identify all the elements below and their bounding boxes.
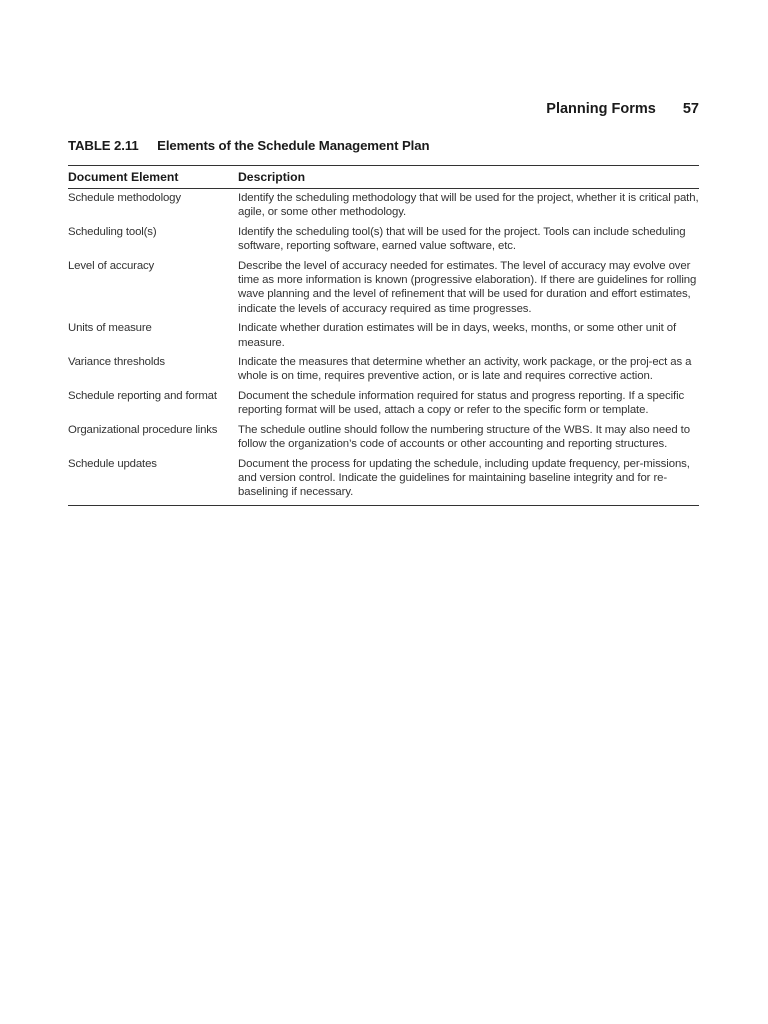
schedule-plan-table <box>68 165 699 506</box>
table-row <box>68 389 699 418</box>
cell-document-element: Schedule methodology <box>68 192 181 204</box>
table-header-row <box>68 166 699 189</box>
table-row <box>68 259 699 317</box>
cell-description: The schedule outline should follow the numbering structure of the WBS. It may also need to follow the organization’s code of accounts or other accounting and reporting structures. <box>238 423 690 451</box>
cell-description: Identify the scheduling tool(s) that will be used for the project. Tools can include scheduling software, reporting software, earned value software, etc. <box>238 225 686 253</box>
cell-description: Document the schedule information required for status and progress reporting. If a specific reporting format will be used, attach a copy or refer to the specific form or template. <box>238 389 685 417</box>
column-header-element: Document Element <box>68 170 179 184</box>
running-head <box>546 101 699 117</box>
table-row <box>68 355 699 384</box>
table-body <box>68 189 699 505</box>
table-row <box>68 457 699 500</box>
table-title: Elements of the Schedule Management Plan <box>157 138 430 153</box>
cell-document-element: Variance thresholds <box>68 356 165 369</box>
table-row <box>68 191 699 220</box>
table-caption <box>68 138 429 153</box>
cell-description: Indicate whether duration estimates will be in days, weeks, months, or some other unit of measure. <box>238 322 677 349</box>
cell-document-element: Level of accuracy <box>68 259 155 272</box>
table-row <box>68 321 699 350</box>
table-row <box>68 225 699 254</box>
cell-description: Document the process for updating the schedule, including update frequency, per-missions, and version control. Indicate the guidelines for maintaining baseline integrity and for re-baselining if necessary. <box>238 457 690 499</box>
cell-document-element: Organizational procedure links <box>68 423 218 436</box>
table-number: TABLE 2.11 <box>68 138 139 153</box>
cell-document-element: Schedule reporting and format <box>68 389 217 402</box>
cell-description: Identify the scheduling methodology that will be used for the project, whether it is critical path, agile, or some other methodology. <box>238 192 699 219</box>
section-title: Planning Forms <box>546 101 656 117</box>
cell-description: Indicate the measures that determine whether an activity, work package, or the proj-ect as a whole is on time, requires preventive action, or is late and requires corrective action. <box>238 356 692 383</box>
page-number: 57 <box>682 101 699 117</box>
cell-document-element: Units of measure <box>68 322 152 335</box>
cell-document-element: Schedule updates <box>68 457 157 470</box>
cell-description: Describe the level of accuracy needed for estimates. The level of accuracy may evolve over time as more information is known (progressive elaboration). If there are guidelines for rolling wave planning and the level of refinement that will be used for duration and effort estimates, indicate the levels of accuracy required as time progresses. <box>238 259 697 315</box>
cell-document-element: Scheduling tool(s) <box>68 225 157 238</box>
table-row <box>68 423 699 452</box>
column-header-description: Description <box>238 170 306 184</box>
